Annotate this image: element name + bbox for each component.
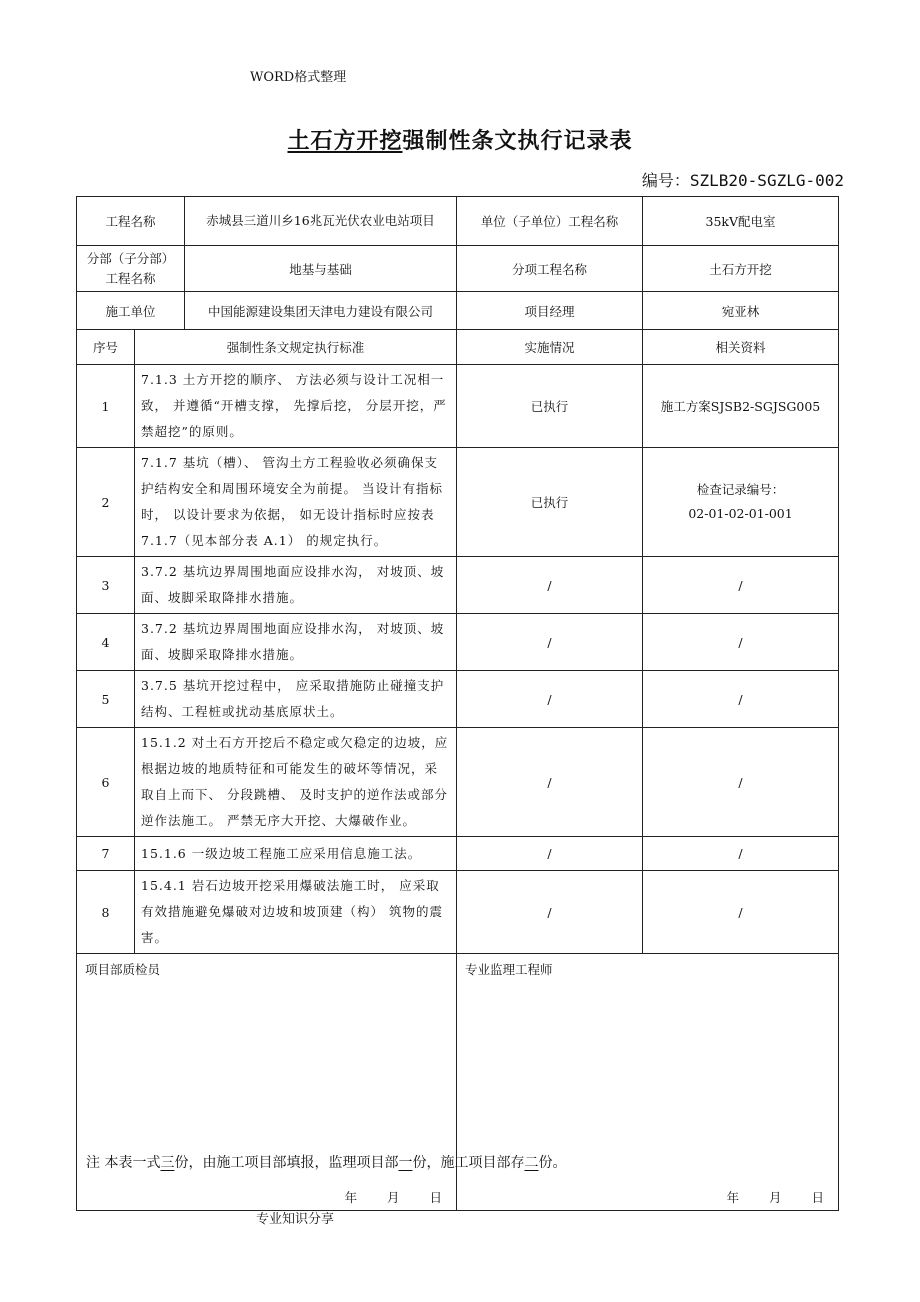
project-name-value: 赤城县三道川乡16兆瓦光伏农业电站项目 [185, 197, 457, 246]
col-header-no: 序号 [77, 330, 135, 365]
unit-project-label: 单位（子单位）工程名称 [457, 197, 643, 246]
row-docs: / [643, 728, 839, 837]
title-rest: 强制性条文执行记录表 [402, 128, 633, 154]
row-status: 已执行 [457, 365, 643, 448]
row-docs: 施工方案SJSB2-SGJSG005 [643, 365, 839, 448]
footnote-text: 份，施工项目部存 [412, 1155, 525, 1171]
manager-value: 宛亚林 [643, 292, 839, 330]
row-docs: / [643, 871, 839, 954]
row-status: / [457, 614, 643, 671]
row-rule: 3.7.5 基坑开挖过程中， 应采取措施防止碰撞支护结构、工程桩或扰动基底原状土。 [135, 671, 457, 728]
row-rule: 15.4.1 岩石边坡开挖采用爆破法施工时， 应采取有效措施避免爆破对边坡和坡顶建（构） 筑物的震害。 [135, 871, 457, 954]
row-rule: 3.7.2 基坑边界周围地面应设排水沟， 对坡顶、坡面、坡脚采取降排水措施。 [135, 557, 457, 614]
row-docs: / [643, 614, 839, 671]
row-status: / [457, 557, 643, 614]
footnote [86, 1152, 566, 1172]
row-no: 7 [77, 837, 135, 871]
row-no: 6 [77, 728, 135, 837]
table-row [77, 671, 839, 728]
record-table [76, 196, 839, 1211]
row-no: 8 [77, 871, 135, 954]
info-row-division [77, 246, 839, 292]
page-footer: 专业知识分享 [256, 1212, 335, 1227]
supervisor-signature-date: 年 月 日 [726, 1190, 825, 1205]
contractor-value: 中国能源建设集团天津电力建设有限公司 [185, 292, 457, 330]
project-name-label: 工程名称 [77, 197, 185, 246]
row-status: / [457, 671, 643, 728]
row-rule: 7.1.3 土方开挖的顺序、 方法必须与设计工况相一致， 并遵循“开槽支撑， 先撑后挖， 分层开挖，严禁超挖”的原则。 [135, 365, 457, 448]
row-docs: / [643, 557, 839, 614]
qc-signature-label: 项目部质检员 [85, 962, 161, 977]
row-rule: 7.1.7 基坑（槽）、 管沟土方工程验收必须确保支护结构安全和周围环境安全为前提。 当设计有指标时， 以设计要求为依据， 如无设计指标时应按表 7.1.7（见本部分表 A.1） 的规定执行。 [135, 448, 457, 557]
row-status: / [457, 837, 643, 871]
row-docs-line1: 检查记录编号： [696, 482, 785, 497]
footnote-text: 份，由施工项目部填报，监理项目部 [174, 1155, 399, 1171]
unit-project-value: 35kV配电室 [643, 197, 839, 246]
row-status: / [457, 871, 643, 954]
supervisor-signature-label: 专业监理工程师 [465, 962, 553, 977]
subdivision-value: 土石方开挖 [643, 246, 839, 292]
row-status: / [457, 728, 643, 837]
division-value: 地基与基础 [185, 246, 457, 292]
table-row [77, 837, 839, 871]
info-row-contractor [77, 292, 839, 330]
subdivision-label: 分项工程名称 [457, 246, 643, 292]
row-no: 2 [77, 448, 135, 557]
table-row [77, 614, 839, 671]
page-title [0, 124, 920, 155]
division-label: 分部（子分部）工程名称 [77, 246, 185, 292]
col-header-docs: 相关资料 [643, 330, 839, 365]
title-underlined: 土石方开挖 [287, 128, 403, 154]
table-row [77, 557, 839, 614]
footnote-text: 份。 [538, 1155, 567, 1171]
row-rule: 15.1.2 对土石方开挖后不稳定或欠稳定的边坡，应根据边坡的地质特征和可能发生的破坏等情况，采取自上而下、 分段跳槽、 及时支护的逆作法或部分逆作法施工。 严禁无序大开挖、大爆破作业。 [135, 728, 457, 837]
contractor-label: 施工单位 [77, 292, 185, 330]
row-docs-line2: 02-01-02-01-001 [688, 506, 793, 521]
row-no: 3 [77, 557, 135, 614]
row-rule: 3.7.2 基坑边界周围地面应设排水沟， 对坡顶、坡面、坡脚采取降排水措施。 [135, 614, 457, 671]
row-no: 1 [77, 365, 135, 448]
manager-label: 项目经理 [457, 292, 643, 330]
row-no: 5 [77, 671, 135, 728]
form-code [642, 168, 844, 191]
table-row [77, 728, 839, 837]
table-row [77, 365, 839, 448]
footnote-count-supervision: 一 [398, 1155, 413, 1171]
col-header-rule: 强制性条文规定执行标准 [135, 330, 457, 365]
table-row [77, 871, 839, 954]
row-no: 4 [77, 614, 135, 671]
row-docs [643, 448, 839, 557]
form-code-value: SZLB20-SGZLG-002 [689, 171, 844, 190]
row-docs: / [643, 671, 839, 728]
table-row [77, 448, 839, 557]
form-code-label: 编号： [641, 171, 690, 190]
row-rule: 15.1.6 一级边坡工程施工应采用信息施工法。 [135, 837, 457, 871]
footnote-text: 注 本表一式 [86, 1155, 161, 1171]
row-status: 已执行 [457, 448, 643, 557]
info-row-project [77, 197, 839, 246]
row-docs: / [643, 837, 839, 871]
qc-signature-date: 年 月 日 [344, 1190, 443, 1205]
col-header-status: 实施情况 [457, 330, 643, 365]
footnote-count-construction: 二 [524, 1155, 539, 1171]
header-note: WORD格式整理 [250, 70, 347, 85]
column-header-row [77, 330, 839, 365]
footnote-count-total: 三 [160, 1155, 175, 1171]
